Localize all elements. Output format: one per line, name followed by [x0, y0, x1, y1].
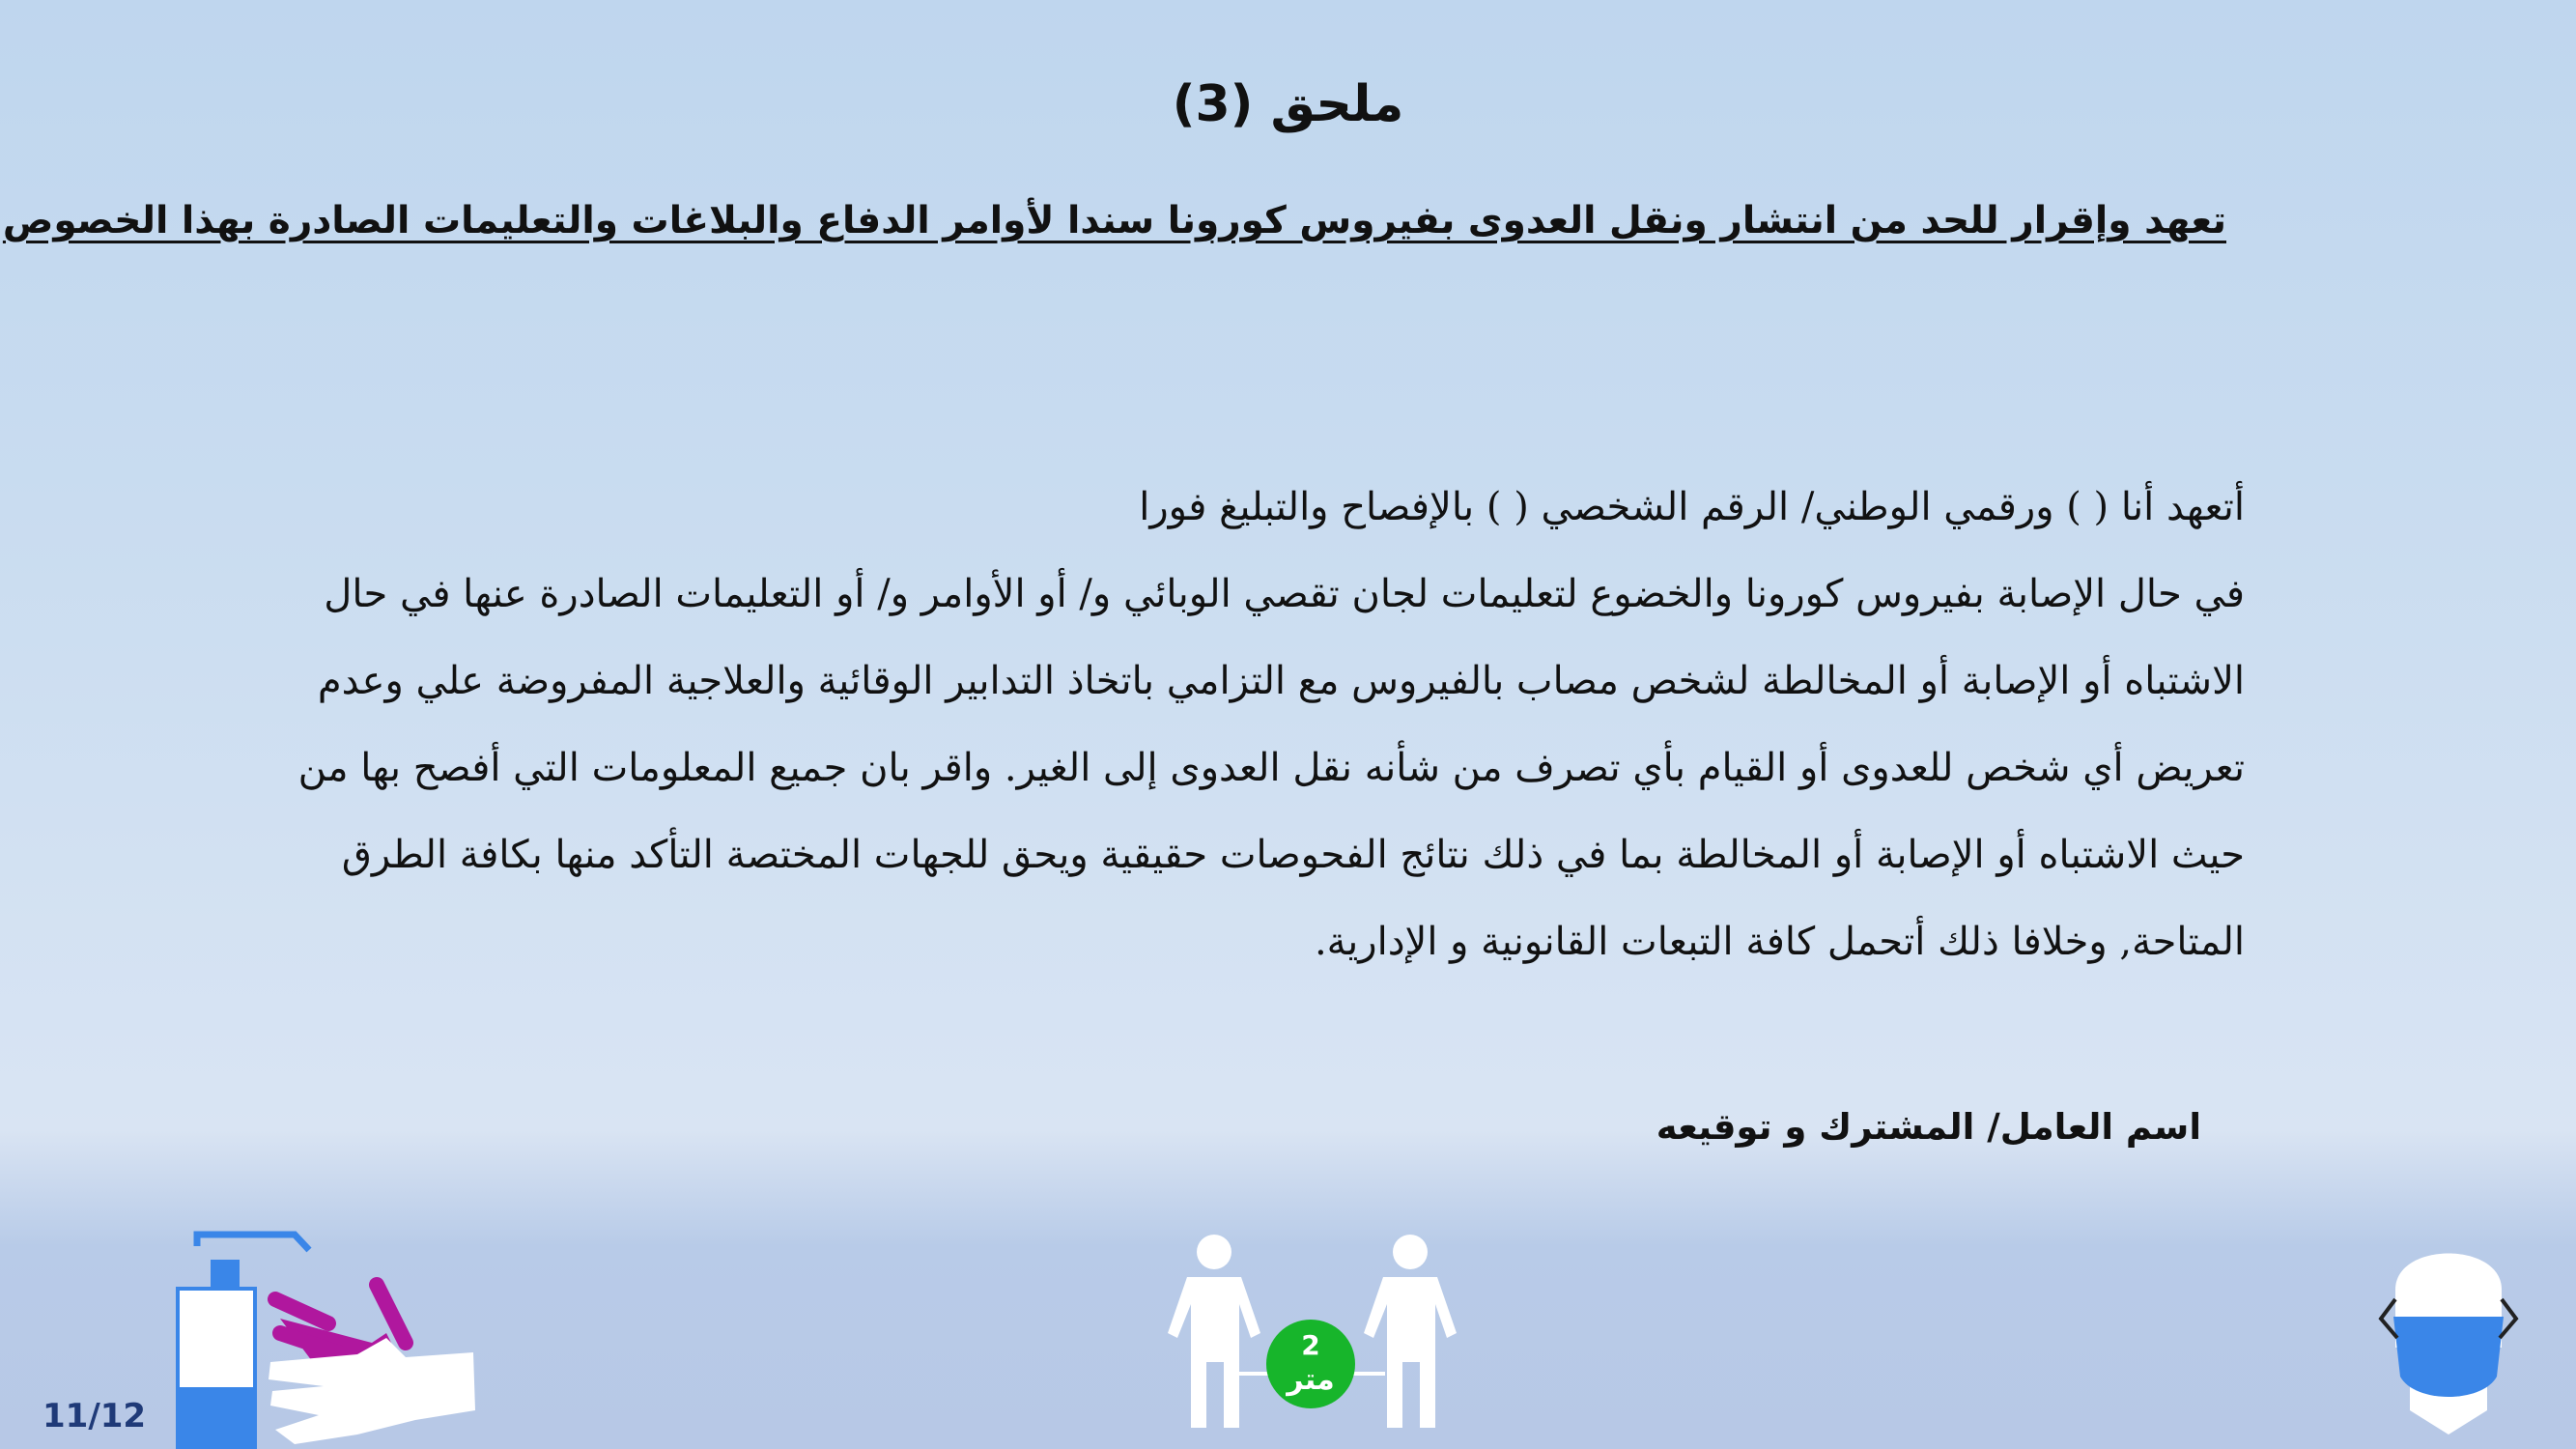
- body-line-3: الاشتباه أو الإصابة أو المخالطة لشخص مصاب بالفيروس مع التزامي باتخاذ التدابير الوقائية والعلاجية المفروضة علي وعدم: [317, 659, 2245, 703]
- social-distance-icon: [1164, 1227, 1458, 1430]
- page-number: 11/12: [42, 1397, 147, 1435]
- face-mask-icon: [2376, 1232, 2521, 1439]
- body-line-2: في حال الإصابة بفيروس كورونا والخضوع لتعليمات لجان تقصي الوبائي و/ أو الأوامر و/ أو التعليمات الصادرة عنها في حال: [324, 572, 2245, 616]
- distance-unit: متر: [1287, 1363, 1335, 1397]
- body-line-5: حيث الاشتباه أو الإصابة أو المخالطة بما في ذلك نتائج الفحوصات حقيقية ويحق للجهات المختصة التأكد منها بكافة الطرق: [341, 833, 2245, 877]
- distance-value: 2: [1301, 1329, 1320, 1361]
- document-subtitle: تعهد وإقرار للحد من انتشار ونقل العدوى بفيروس كورونا سندا لأوامر الدفاع والبلاغات والتعليمات الصادرة بهذا الخصوص: [2, 199, 2226, 242]
- signature-label: اسم العامل/ المشترك و توقيعه: [1656, 1106, 2201, 1148]
- page-title: ملحق (3): [1172, 75, 1404, 133]
- hand-sanitizer-icon: [164, 1227, 493, 1449]
- body-line-4: تعريض أي شخص للعدوى أو القيام بأي تصرف من شأنه نقل العدوى إلى الغير. واقر بان جميع المعلومات التي أفصح بها من: [297, 746, 2245, 790]
- body-line-1: أتعهد أنا ( ) ورقمي الوطني/ الرقم الشخصي ( ) بالإفصاح والتبليغ فورا: [1139, 485, 2245, 529]
- body-line-6: المتاحة, وخلافا ذلك أتحمل كافة التبعات القانونية و الإدارية.: [1314, 920, 2245, 964]
